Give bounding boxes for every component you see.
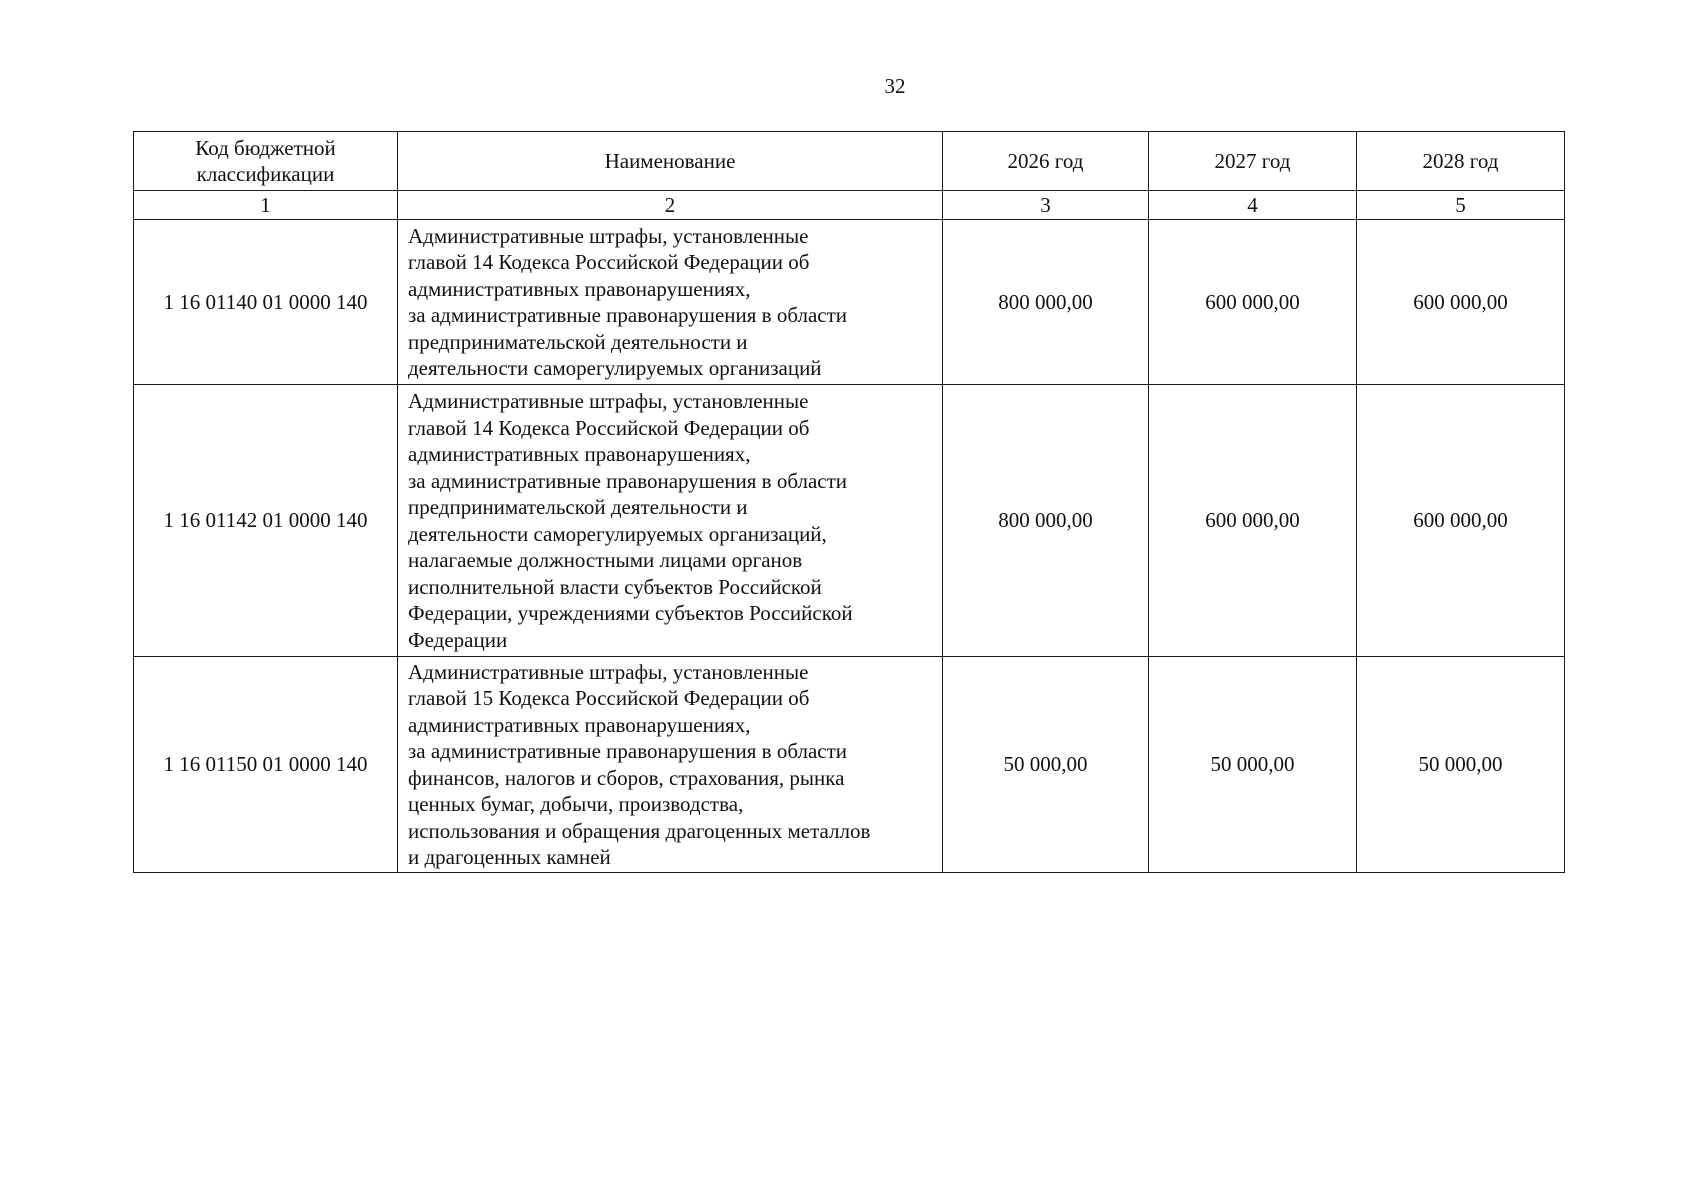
item-name-line: за административные правонарушения в области — [408, 303, 848, 327]
item-name — [398, 220, 943, 385]
budget-table — [133, 131, 1565, 873]
table-row — [134, 385, 1565, 657]
item-name — [398, 385, 943, 657]
item-name-line: Административные штрафы, установленные — [408, 389, 809, 413]
item-name-line: главой 15 Кодекса Российской Федерации об — [408, 686, 810, 710]
item-name-line: Федерации — [408, 627, 508, 652]
column-number: 2 — [398, 191, 943, 220]
budget-code: 1 16 01150 01 0000 140 — [134, 657, 398, 873]
item-name-line: использования и обращения драгоценных металлов — [408, 818, 871, 843]
header-2027: 2027 год — [1149, 132, 1357, 191]
column-number-row — [134, 191, 1565, 220]
item-name-line: административных правонарушениях, — [408, 442, 751, 466]
item-name-line: Административные штрафы, установленные — [408, 659, 809, 684]
header-name: Наименование — [398, 132, 943, 191]
item-name — [398, 657, 943, 873]
item-name-line: предпринимательской деятельности и — [408, 329, 748, 354]
item-name-line: за административные правонарушения в области — [408, 739, 848, 763]
item-name-line: ценных бумаг, добычи, производства, — [408, 792, 744, 816]
item-name-line: и драгоценных камней — [408, 845, 611, 869]
item-name-line: предпринимательской деятельности и — [408, 495, 748, 519]
amount-2027: 50 000,00 — [1149, 657, 1357, 873]
table-row — [134, 220, 1565, 385]
item-name-line: Административные штрафы, установленные — [408, 223, 809, 248]
item-name-line: исполнительной власти субъектов Российской — [408, 574, 822, 599]
amount-2026: 800 000,00 — [943, 385, 1149, 657]
amount-2028: 600 000,00 — [1357, 385, 1565, 657]
amount-2026: 800 000,00 — [943, 220, 1149, 385]
item-name-line: административных правонарушениях, — [408, 712, 751, 737]
amount-2027: 600 000,00 — [1149, 220, 1357, 385]
item-name-line: налагаемые должностными лицами органов — [408, 548, 803, 572]
amount-2028: 600 000,00 — [1357, 220, 1565, 385]
item-name-line: Федерации, учреждениями субъектов Российской — [408, 601, 853, 625]
table-row — [134, 657, 1565, 873]
header-code: Код бюджетной классификации — [134, 132, 398, 191]
item-name-line: за административные правонарушения в области — [408, 468, 848, 493]
item-name-line: деятельности саморегулируемых организаций — [408, 356, 822, 380]
column-number: 4 — [1149, 191, 1357, 220]
item-name-line: финансов, налогов и сборов, страхования, рынка — [408, 765, 845, 790]
amount-2028: 50 000,00 — [1357, 657, 1565, 873]
amount-2027: 600 000,00 — [1149, 385, 1357, 657]
header-2028: 2028 год — [1357, 132, 1565, 191]
amount-2026: 50 000,00 — [943, 657, 1149, 873]
budget-code: 1 16 01142 01 0000 140 — [134, 385, 398, 657]
header-2026: 2026 год — [943, 132, 1149, 191]
budget-code: 1 16 01140 01 0000 140 — [134, 220, 398, 385]
item-name-line: административных правонарушениях, — [408, 276, 751, 301]
item-name-line: главой 14 Кодекса Российской Федерации об — [408, 415, 810, 440]
column-number: 3 — [943, 191, 1149, 220]
page-number: 32 — [884, 74, 906, 98]
item-name-line: деятельности саморегулируемых организаций, — [408, 521, 827, 546]
table-header-row — [134, 132, 1565, 191]
column-number: 5 — [1357, 191, 1565, 220]
column-number: 1 — [134, 191, 398, 220]
item-name-line: главой 14 Кодекса Российской Федерации об — [408, 250, 810, 274]
